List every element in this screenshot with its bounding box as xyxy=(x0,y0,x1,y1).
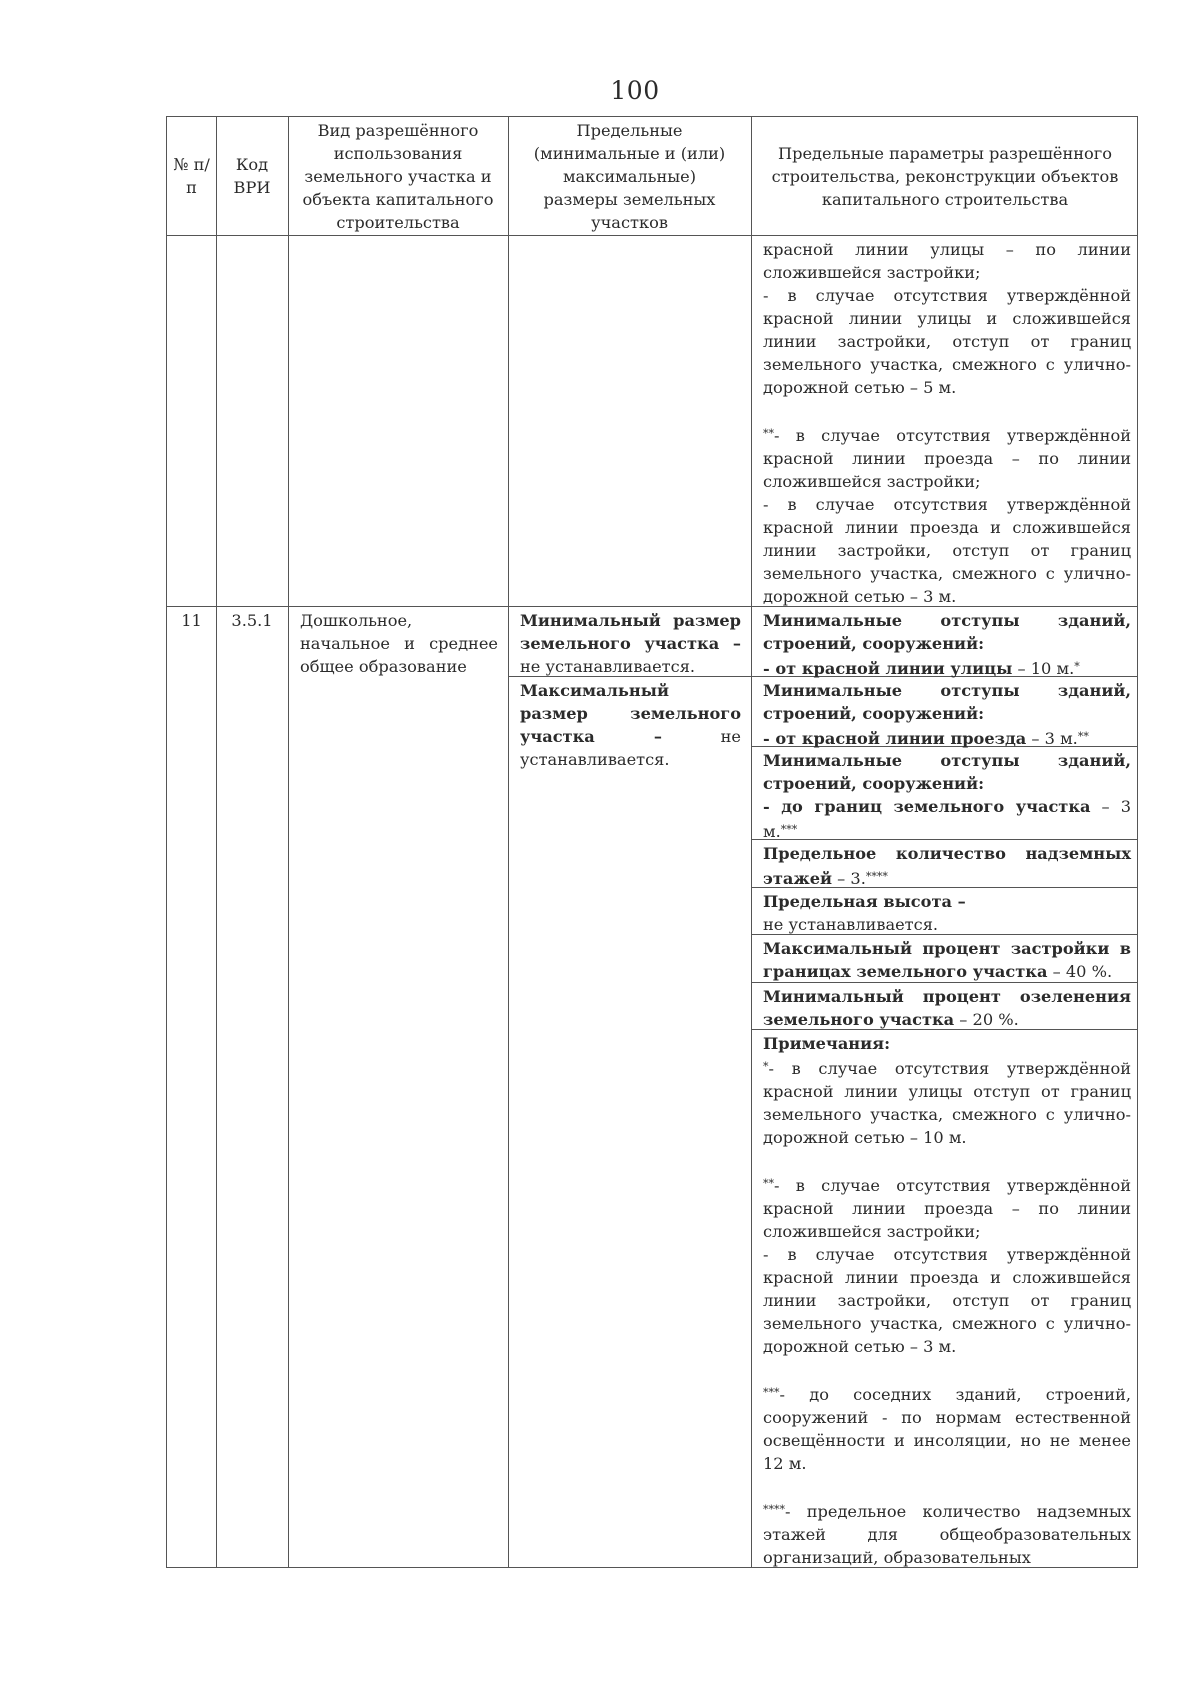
header-divider xyxy=(167,235,1137,236)
note: **- в случае отсутствия утверждённой красной линии проезда – по линии сложившейся застройки; xyxy=(763,1176,1131,1241)
notes-cell xyxy=(751,1032,1139,1569)
continuation-text: **- в случае отсутствия утверждённой красной линии проезда – по линии сложившейся застройки; xyxy=(763,426,1131,491)
param-height: Предельная высота – не устанавливается. xyxy=(763,892,966,934)
param-max-coverage: Максимальный процент застройки в границах земельного участка – 40 %. xyxy=(763,939,1131,981)
continuation-text: - в случае отсутствия утверждённой красной линии улицы и сложившейся линии застройки, отступ от границ земельного участка, смежного с улично-дорожной сетью – 5 м. xyxy=(763,286,1131,397)
row-kind: Дошкольное, начальное и среднее общее образование xyxy=(300,611,498,676)
param-setback-boundary: Минимальные отступы зданий, строений, сооружений: - до границ земельного участка – 3 м.*** xyxy=(763,751,1132,841)
param-min-greening: Минимальный процент озеленения земельного участка – 20 %. xyxy=(763,987,1131,1029)
column-divider xyxy=(508,117,509,1567)
plot-max-size: Максимальный размер земельного участка – не устанавливается. xyxy=(520,681,741,769)
continuation-cell xyxy=(751,238,1139,608)
footnote-mark: **** xyxy=(865,870,888,883)
header-num: № п/п xyxy=(173,155,210,197)
continuation-text: красной линии улицы – по линии сложившейся застройки; xyxy=(763,240,1131,282)
row-code: 3.5.1 xyxy=(231,611,273,630)
continuation-text: - в случае отсутствия утверждённой красной линии проезда и сложившейся линии застройки, отступ от границ земельного участка, смежного с улично-дорожной сетью – 3 м. xyxy=(763,495,1131,606)
param-setback-passage: Минимальные отступы зданий, строений, сооружений: - от красной линии проезда – 3 м.** xyxy=(763,681,1131,748)
header-code: Код ВРИ xyxy=(233,155,271,197)
footnote-mark: * xyxy=(763,1060,769,1073)
footnote-mark: * xyxy=(1074,660,1080,673)
header-params: Предельные параметры разрешённого строительства, реконструкции объектов капитального строительства xyxy=(771,143,1119,209)
footnote-mark: *** xyxy=(780,823,798,836)
footnote-mark: ** xyxy=(1077,730,1089,743)
note: ***- до соседних зданий, строений, сооружений - по нормам естественной освещённости и инсоляции, но не менее 12 м. xyxy=(763,1385,1131,1473)
param-floors: Предельное количество надземных этажей – 3.**** xyxy=(763,844,1131,888)
column-divider xyxy=(288,117,289,1567)
note: *- в случае отсутствия утверждённой красной линии улицы отступ от границ земельного участка, смежного с улично-дорожной сетью – 10 м. xyxy=(763,1059,1131,1147)
note: - в случае отсутствия утверждённой красной линии проезда и сложившейся линии застройки, отступ от границ земельного участка, смежного с улично-дорожной сетью – 3 м. xyxy=(763,1245,1131,1356)
param-setback-street: Минимальные отступы зданий, строений, сооружений: - от красной линии улицы – 10 м.* xyxy=(763,611,1131,678)
page-number: 100 xyxy=(610,76,660,105)
footnote-mark: ** xyxy=(763,1177,774,1190)
plot-min-size: Минимальный размер земельного участка – не устанавливается. xyxy=(520,611,741,676)
notes-title: Примечания: xyxy=(763,1034,891,1053)
note: ****- предельное количество надземных этажей для общеобразовательных организаций, образовательных xyxy=(763,1502,1131,1567)
land-use-table xyxy=(166,116,1138,1568)
footnote-mark: *** xyxy=(763,1386,780,1399)
footnote-mark: **** xyxy=(763,1503,785,1516)
header-plot-size: Предельные (минимальные и (или) максимальные) размеры земельных участков xyxy=(533,120,726,232)
header-kind: Вид разрешённого использования земельного участка и объекта капитального строительства xyxy=(302,120,494,232)
footnote-mark: ** xyxy=(763,427,774,440)
column-divider xyxy=(216,117,217,1567)
row-number: 11 xyxy=(181,611,202,630)
